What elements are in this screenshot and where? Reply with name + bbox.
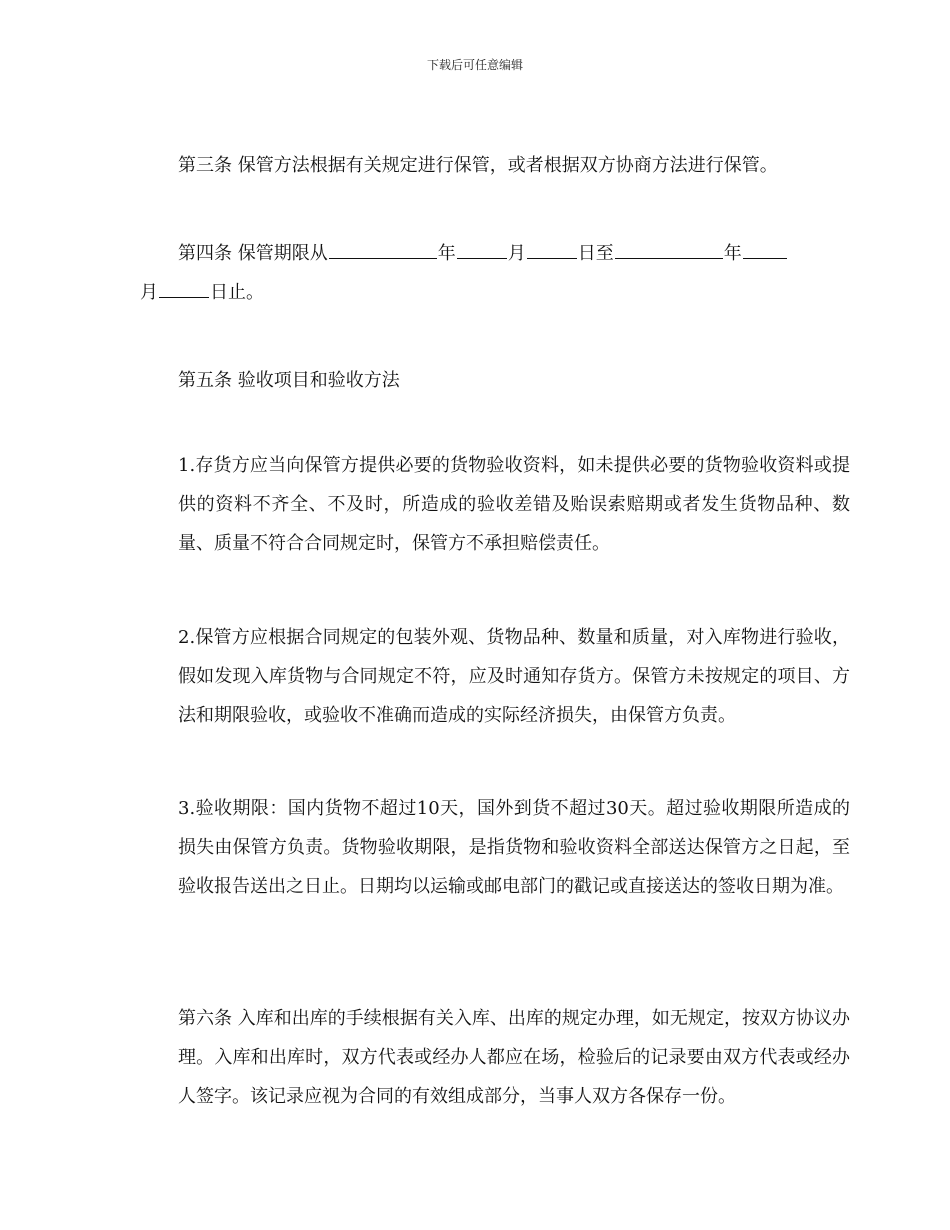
article-4-line-2 [140, 273, 812, 312]
month-label: 月 [507, 243, 526, 264]
article-3-paragraph: 第三条 保管方法根据有关规定进行保管，或者根据双方协商方法进行保管。 [178, 155, 778, 176]
day-end-label: 日止。 [210, 282, 264, 303]
blank-end-year [615, 257, 723, 259]
year-label: 年 [723, 243, 742, 264]
blank-start-month [457, 257, 507, 259]
article-5-item-1: 1.存货方应当向保管方提供必要的货物验收资料，如未提供必要的货物验收资料或提供的资料不齐全、不及时，所造成的验收差错及贻误索赔期或者发生货物品种、数量、质量不符合合同规定时，保管方不承担赔偿责任。 [178, 455, 850, 554]
blank-end-day [159, 296, 209, 298]
article-4-lead: 第四条 保管期限从 [178, 243, 328, 264]
year-label: 年 [437, 243, 456, 264]
blank-start-year [329, 257, 437, 259]
month-label: 月 [140, 282, 158, 303]
blank-end-month-part [743, 257, 787, 259]
article-5-item-3: 3.验收期限：国内货物不超过10天，国外到货不超过30天。超过验收期限所造成的损失由保管方负责。货物验收期限，是指货物和验收资料全部送达保管方之日起，至验收报告送出之日止。日期均以运输或邮电部门的戳记或直接送达的签收日期为准。 [178, 798, 850, 897]
blank-start-day [527, 257, 577, 259]
day-to-label: 日至 [577, 243, 614, 264]
article-5-heading: 第五条 验收项目和验收方法 [178, 370, 400, 391]
article-4-paragraph [140, 234, 812, 312]
article-4-line-1 [140, 234, 812, 273]
article-5-item-2: 2.保管方应根据合同规定的包装外观、货物品种、数量和质量，对入库物进行验收，假如发现入库货物与合同规定不符，应及时通知存货方。保管方未按规定的项目、方法和期限验收，或验收不准确而造成的实际经济损失，由保管方负责。 [178, 627, 850, 726]
article-6-paragraph: 第六条 入库和出库的手续根据有关入库、出库的规定办理，如无规定，按双方协议办理。入库和出库时，双方代表或经办人都应在场，检验后的记录要由双方代表或经办人签字。该记录应视为合同的有效组成部分，当事人双方各保存一份。 [178, 1008, 850, 1107]
page-header: 下载后可任意编辑 [426, 58, 523, 72]
